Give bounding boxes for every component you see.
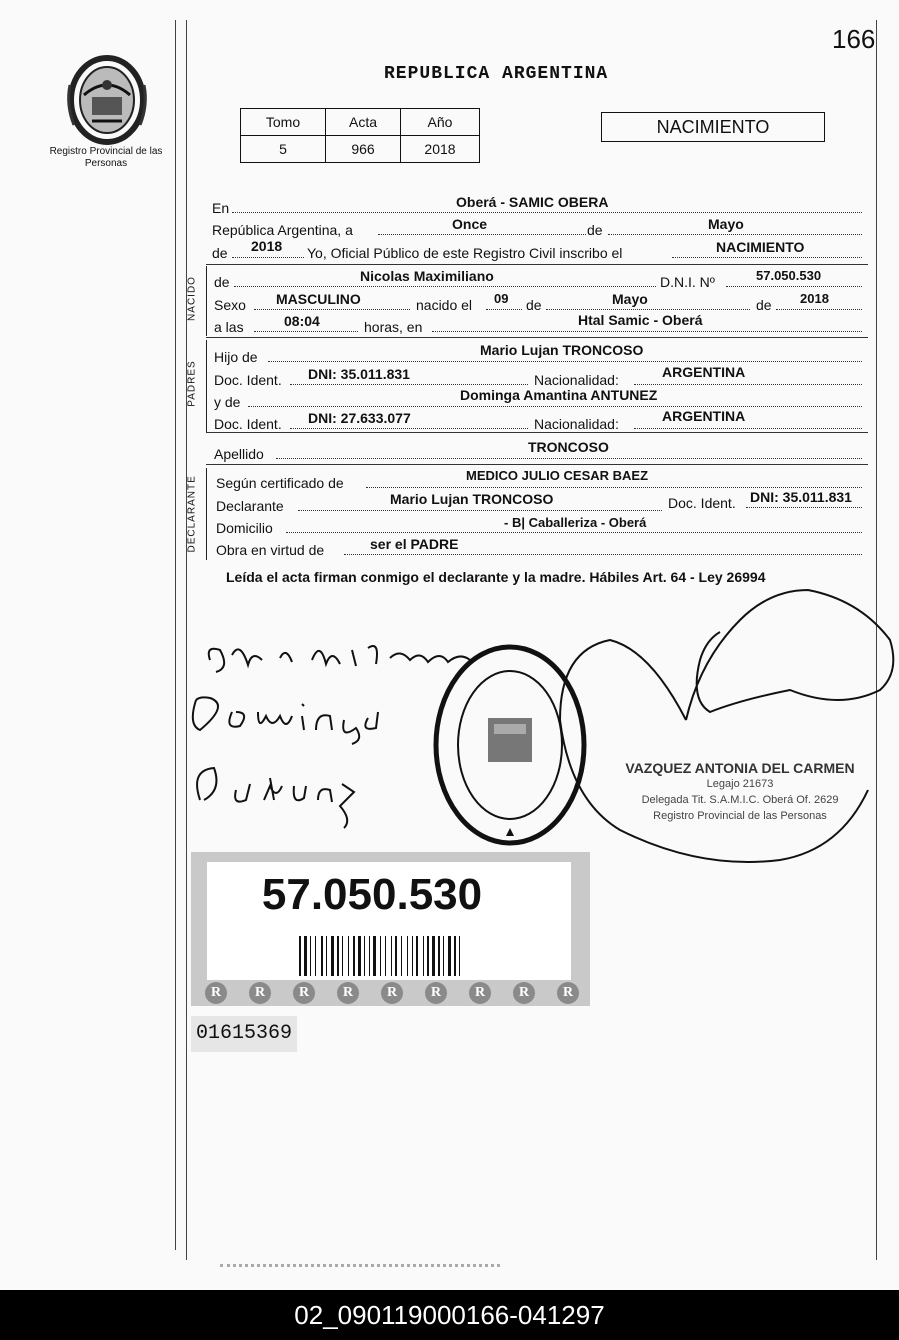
apellido-label: Apellido — [214, 446, 264, 462]
year-value: 2018 — [251, 238, 283, 254]
official-registry: Registro Provincial de las Personas — [653, 810, 827, 822]
nacionalidad-label: Nacionalidad: — [534, 372, 619, 388]
act-inscribed-value: NACIMIENTO — [716, 239, 805, 255]
apellido-value: TRONCOSO — [528, 439, 609, 455]
hologram-r-mark: R — [293, 982, 315, 1004]
official-name: VAZQUEZ ANTONIA DEL CARMEN — [625, 760, 855, 776]
barcode-label — [207, 862, 571, 980]
hijo-de-label: Hijo de — [214, 349, 258, 365]
mother-signature-line1 — [193, 697, 378, 744]
official-seal-text — [600, 760, 880, 824]
month-value: Mayo — [708, 216, 744, 232]
tomo-value: 5 — [241, 136, 326, 163]
scan-footer-code: 02_090119000166-041297 — [0, 1290, 899, 1340]
obra-label: Obra en virtud de — [216, 542, 325, 558]
sexo-value: MASCULINO — [276, 291, 361, 307]
doc-ident-label: Doc. Ident. — [214, 372, 282, 388]
declarante-section-label: DECLARANTE — [186, 475, 198, 553]
tomo-header: Tomo — [241, 109, 326, 136]
act-type-box: NACIMIENTO — [601, 112, 825, 142]
declarante-doc-value: DNI: 35.011.831 — [750, 489, 852, 505]
declarante-value: Mario Lujan TRONCOSO — [390, 491, 554, 507]
certificado-label: Según certificado de — [216, 475, 344, 491]
hologram-r-mark: R — [381, 982, 403, 1004]
declarante-label: Declarante — [216, 498, 284, 514]
acta-value: 966 — [326, 136, 401, 163]
de-label: de — [526, 297, 542, 313]
hologram-r-mark: R — [249, 982, 271, 1004]
official-legajo: Legajo 21673 — [706, 778, 774, 790]
nacido-el-label: nacido el — [416, 297, 473, 313]
time-value: 08:04 — [284, 313, 320, 329]
ano-header: Año — [401, 109, 480, 136]
de2-label: de — [212, 245, 228, 261]
hologram-r-mark: R — [513, 982, 535, 1004]
barcode-bars — [299, 936, 521, 976]
mother-signature-line2 — [197, 768, 354, 828]
nacido-de-label: de — [214, 274, 230, 290]
hologram-strip — [191, 980, 590, 1006]
child-dni-value: 57.050.530 — [756, 268, 822, 283]
faded-print-line — [220, 1260, 500, 1267]
domicilio-label: Domicilio — [216, 520, 273, 536]
ano-value: 2018 — [401, 136, 480, 163]
father-name-value: Mario Lujan TRONCOSO — [480, 342, 644, 358]
barcode-sticker — [191, 852, 590, 1006]
child-name-value: Nicolas Maximiliano — [360, 268, 494, 284]
certificado-value: MEDICO JULIO CESAR BAEZ — [466, 468, 649, 483]
oficial-text: Yo, Oficial Público de este Registro Civil inscribo el — [307, 245, 623, 261]
mother-nationality-value: ARGENTINA — [662, 408, 746, 424]
hologram-r-mark: R — [557, 982, 579, 1004]
mother-doc-value: DNI: 27.633.077 — [308, 410, 411, 426]
hologram-r-mark: R — [469, 982, 491, 1004]
republica-label: República Argentina, a — [212, 222, 353, 238]
padres-section-label: PADRES — [186, 360, 198, 407]
horas-label: horas, en — [364, 319, 423, 335]
hologram-r-mark: R — [425, 982, 447, 1004]
hologram-r-mark: R — [337, 982, 359, 1004]
nacido-section-label: NACIDO — [186, 276, 198, 321]
nacionalidad-label: Nacionalidad: — [534, 416, 619, 432]
obra-value: ser el PADRE — [370, 536, 459, 552]
day-value: Once — [452, 216, 488, 232]
hologram-r-mark: R — [205, 982, 227, 1004]
a-las-label: a las — [214, 319, 244, 335]
birth-year-value: 2018 — [800, 291, 829, 306]
birth-place-value: Htal Samic - Oberá — [578, 312, 703, 328]
doc-ident-label: Doc. Ident. — [214, 416, 282, 432]
sexo-label: Sexo — [214, 297, 246, 313]
serial-number-sticker: 01615369 — [191, 1016, 297, 1052]
de-label: de — [587, 222, 603, 238]
closing-note: Leída el acta firman conmigo el declarante y la madre. Hábiles Art. 64 - Ley 26994 — [226, 569, 766, 585]
acta-header: Acta — [326, 109, 401, 136]
place-value: Oberá - SAMIC OBERA — [456, 194, 609, 210]
de-label: de — [756, 297, 772, 313]
official-position: Delegada Tit. S.A.M.I.C. Oberá Of. 2629 — [641, 794, 839, 806]
doc-ident-label: Doc. Ident. — [668, 495, 736, 511]
page-number: 166 — [832, 24, 876, 54]
father-doc-value: DNI: 35.011.831 — [308, 366, 410, 382]
mother-name-value: Dominga Amantina ANTUNEZ — [460, 387, 658, 403]
registry-round-stamp — [430, 640, 590, 850]
dni-label: D.N.I. Nº — [660, 274, 715, 290]
logo-caption: Registro Provincial de las Personas — [49, 146, 163, 169]
father-nationality-value: ARGENTINA — [662, 364, 746, 380]
y-de-label: y de — [214, 394, 241, 410]
domicilio-value: - B| Caballeriza - Oberá — [504, 515, 647, 530]
birth-month-value: Mayo — [612, 291, 648, 307]
birth-day-value: 09 — [494, 291, 509, 306]
country-title: REPUBLICA ARGENTINA — [384, 64, 609, 84]
en-label: En — [212, 200, 230, 216]
barcode-number: 57.050.530 — [261, 870, 483, 919]
